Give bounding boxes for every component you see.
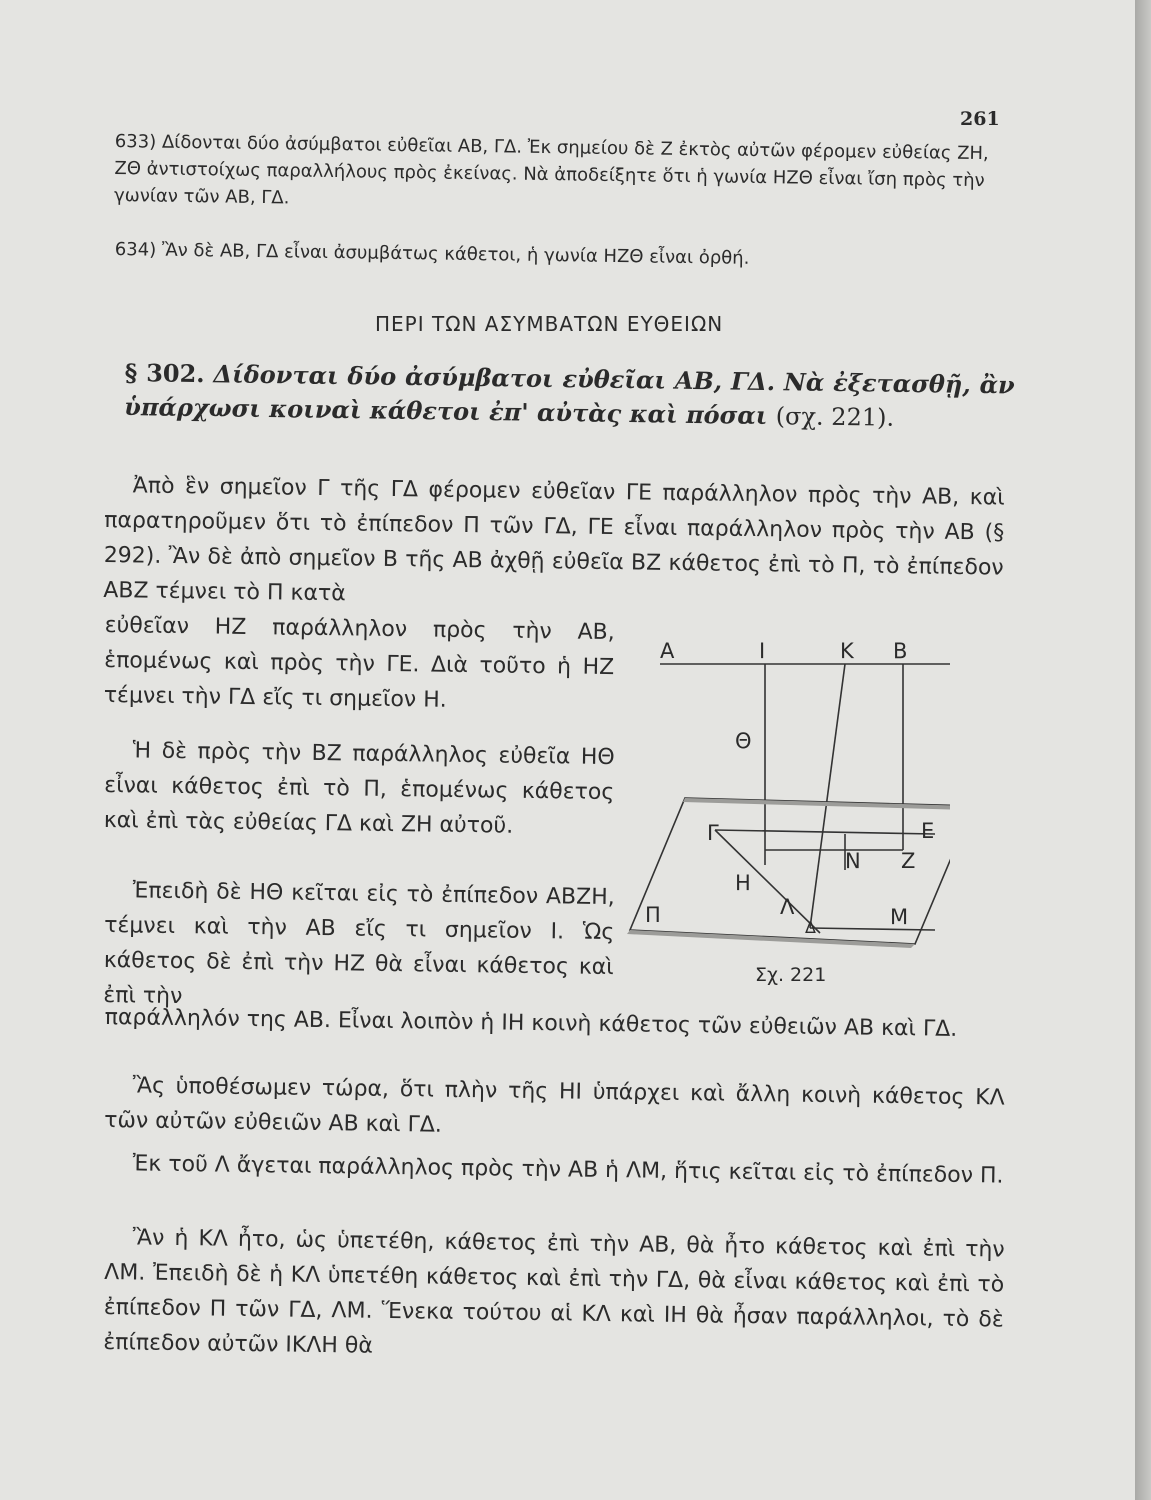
- label-z: Ζ: [901, 849, 916, 873]
- section-number: § 302.: [124, 357, 205, 389]
- paragraph-2: Ἡ δὲ πρὸς τὴν ΒΖ παράλληλος εὐθεῖα ΗΘ εἶναι κάθετος ἐπὶ τὸ Π, ἑπομένως κάθετος καὶ ἐπὶ τὰς εὐθείας ΓΔ καὶ ΖΗ αὐτοῦ.: [103, 738, 615, 839]
- section-heading: ΠΕΡΙ ΤΩΝ ΑΣΥΜΒΑΤΩΝ ΕΥΘΕΙΩΝ: [375, 312, 724, 336]
- paragraph-4: Ἂς ὑποθέσωμεν τώρα, ὅτι πλὴν τῆς ΗΙ ὑπάρχει καὶ ἄλλη κοινὴ κάθετος ΚΛ τῶν αὐτῶν εὐθειῶν ΑΒ καὶ ΓΔ.: [104, 1073, 1005, 1138]
- label-lambda: Λ: [780, 895, 795, 919]
- section-title: Δίδονται δύο ἀσύμβατοι εὐθεῖαι ΑΒ, ΓΔ. Νὰ ἐξετασθῇ, ἂν ὑπάρχωσι κοιναὶ κάθετοι ἐπ' αὐτὰς καὶ πόσαι: [124, 359, 1015, 430]
- exercise-633: 633) Δίδονται δύο ἀσύμβατοι εὐθεῖαι ΑΒ, ΓΔ. Ἐκ σημείου δὲ Ζ ἐκτὸς αὐτῶν φέρομεν εὐθείας ΖΗ, ΖΘ ἀντιστοίχως παραλλήλους πρὸς ἐκείνας. Νὰ ἀποδείξητε ὅτι ἡ γωνία ΗΖΘ εἶναι ἴση πρὸς τὴν γωνίαν τῶν ΑΒ, ΓΔ.: [113, 130, 989, 209]
- paragraph-1-full: Ἀπὸ ἓν σημεῖον Γ τῆς ΓΔ φέρομεν εὐθεῖαν ΓΕ παράλληλον πρὸς τὴν ΑΒ, καὶ παρατηροῦμεν ὅτι τὸ ἐπίπεδον Π τῶν ΓΔ, ΓΕ εἶναι παράλληλον πρὸς τὴν ΑΒ (§ 292). Ἂν δὲ ἀπὸ σημεῖον Β τῆς ΑΒ ἀχθῇ εὐθεῖα ΒΖ κάθετος ἐπὶ τὸ Π, τὸ ἐπίπεδον ΑΒΖ τέμνει τὸ Π κατὰ: [103, 473, 1005, 607]
- paragraph-3-narrow: Ἐπειδὴ δὲ ΗΘ κεῖται εἰς τὸ ἐπίπεδον ΑΒΖΗ, τέμνει καὶ τὴν ΑΒ εἴς τι σημεῖον Ι. Ὡς κάθετος δὲ ἐπὶ τὴν ΗΖ θὰ εἶναι κάθετος καὶ ἐπὶ τὴν: [103, 878, 615, 1010]
- page-edge: [1135, 0, 1151, 1500]
- page-number: 261: [960, 108, 1000, 130]
- label-h: Η: [735, 871, 751, 895]
- label-i: Ι: [759, 639, 766, 663]
- paragraph-5: Ἐκ τοῦ Λ ἄγεται παράλληλος πρὸς τὴν ΑΒ ἡ ΛΜ, ἥτις κεῖται εἰς τὸ ἐπίπεδον Π.: [132, 1151, 1004, 1189]
- figure-reference: (σχ. 221).: [775, 402, 895, 432]
- figure-221: [615, 630, 950, 1000]
- label-b: Β: [893, 639, 908, 663]
- label-e: Ε: [921, 819, 935, 843]
- line-kl: [810, 664, 845, 928]
- paragraph-6: Ἂν ἡ ΚΛ ἦτο, ὡς ὑπετέθη, κάθετος ἐπὶ τὴν ΑΒ, θὰ ἦτο κάθετος καὶ ἐπὶ τὴν ΛΜ. Ἐπειδὴ δὲ ἡ ΚΛ ὑπετέθη κάθετος καὶ ἐπὶ τὴν ΓΔ, θὰ εἶναι κάθετος καὶ ἐπὶ τὸ ἐπίπεδον Π τῶν ΓΔ, ΛΜ. Ἕνεκα τούτου αἱ ΚΛ καὶ ΙΗ θὰ ἦσαν παράλληλοι, τὸ δὲ ἐπίπεδον αὐτῶν ΙΚΛΗ θὰ: [103, 1225, 1005, 1359]
- label-m: Μ: [890, 905, 909, 929]
- label-gamma: Γ: [707, 821, 719, 845]
- paragraph-1-narrow: εὐθεῖαν ΗΖ παράλληλον πρὸς τὴν ΑΒ, ἑπομένως καὶ πρὸς τὴν ΓΕ. Διὰ τοῦτο ἡ ΗΖ τέμνει τὴν ΓΔ εἴς τι σημεῖον Η.: [103, 612, 615, 713]
- label-pi: Π: [645, 903, 661, 927]
- label-a: Α: [660, 639, 675, 663]
- label-k: Κ: [840, 639, 854, 663]
- line-ge: [715, 830, 935, 834]
- paragraph-3-full: παράλληλόν της ΑΒ. Εἶναι λοιπὸν ἡ ΙΗ κοινὴ κάθετος τῶν εὐθειῶν ΑΒ καὶ ΓΔ.: [104, 1004, 958, 1042]
- label-n: Ν: [845, 849, 861, 873]
- plane-shading-bottom: [627, 930, 915, 948]
- section-302-statement: [124, 356, 1015, 436]
- label-theta: Θ: [735, 729, 752, 753]
- figure-caption: Σχ. 221: [755, 964, 827, 986]
- label-delta: Δ: [805, 918, 816, 937]
- line-lm: [810, 928, 935, 930]
- exercise-634: 634) Ἂν δὲ ΑΒ, ΓΔ εἶναι ἀσυμβάτως κάθετοι, ἡ γωνία ΗΖΘ εἶναι ὀρθή.: [114, 238, 750, 269]
